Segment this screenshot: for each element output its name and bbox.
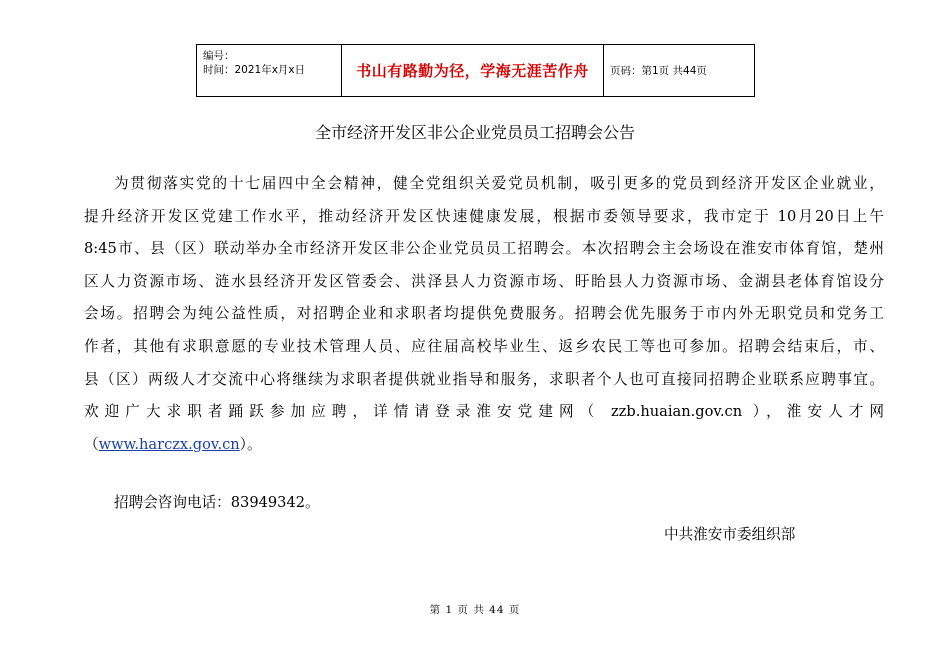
header-meta-cell <box>197 45 342 96</box>
header-table <box>196 44 755 97</box>
body-line: 作者，其他有求职意愿的专业技术管理人员、应往届高校毕业生、返乡农民工等也可参加。招聘会结束后，市、 <box>84 337 884 355</box>
page-footer: 第 1 页 共 44 页 <box>429 604 521 616</box>
paren-open: （ <box>84 435 99 453</box>
body-line: 提升经济开发区党建工作水平，推动经济开发区快速健康发展，根据市委领导要求，我市定于 10月20日上午 <box>84 207 884 225</box>
header-page-code: 页码：第1页 共44页 <box>610 65 707 77</box>
body-line: 会场。招聘会为纯公益性质，对招聘企业和求职者均提供免费服务。招聘会优先服务于市内外无职党员和党务工 <box>84 305 884 323</box>
announcement-body <box>84 173 884 466</box>
body-line: 8:45市、县（区）联动举办全市经济开发区非公企业党员员工招聘会。本次招聘会主会场设在淮安市体育馆，楚州 <box>84 240 884 258</box>
body-line: 县（区）两级人才交流中心将继续为求职者提供就业指导和服务，求职者个人也可直接同招聘企业联系应聘事宜。 <box>84 370 884 388</box>
header-motto: 书山有路勤为径，学海无涯苦作舟 <box>342 45 604 96</box>
contact-phone: 招聘会咨询电话：83949342。 <box>114 494 320 511</box>
time-label: 时间：2021年x月x日 <box>203 64 306 76</box>
document-title: 全市经济开发区非公企业党员员工招聘会公告 <box>314 123 635 142</box>
paren-close: ）。 <box>239 435 262 453</box>
harczx-link[interactable]: www.harczx.gov.cn <box>98 435 240 453</box>
body-line-last <box>84 434 884 467</box>
signature: 中共淮安市委组织部 <box>664 526 796 543</box>
body-line: 区人力资源市场、涟水县经济开发区管委会、洪泽县人力资源市场、盱眙县人力资源市场、金湖县老体育馆设分 <box>84 272 884 290</box>
body-line: 欢迎广大求职者踊跃参加应聘，详情请登录淮安党建网（ zzb.huaian.gov.cn ），淮安人才网 <box>84 403 884 421</box>
serial-label: 编号： <box>203 50 235 62</box>
body-line: 为贯彻落实党的十七届四中全会精神，健全党组织关爱党员机制，吸引更多的党员到经济开发区企业就业， <box>114 175 884 192</box>
